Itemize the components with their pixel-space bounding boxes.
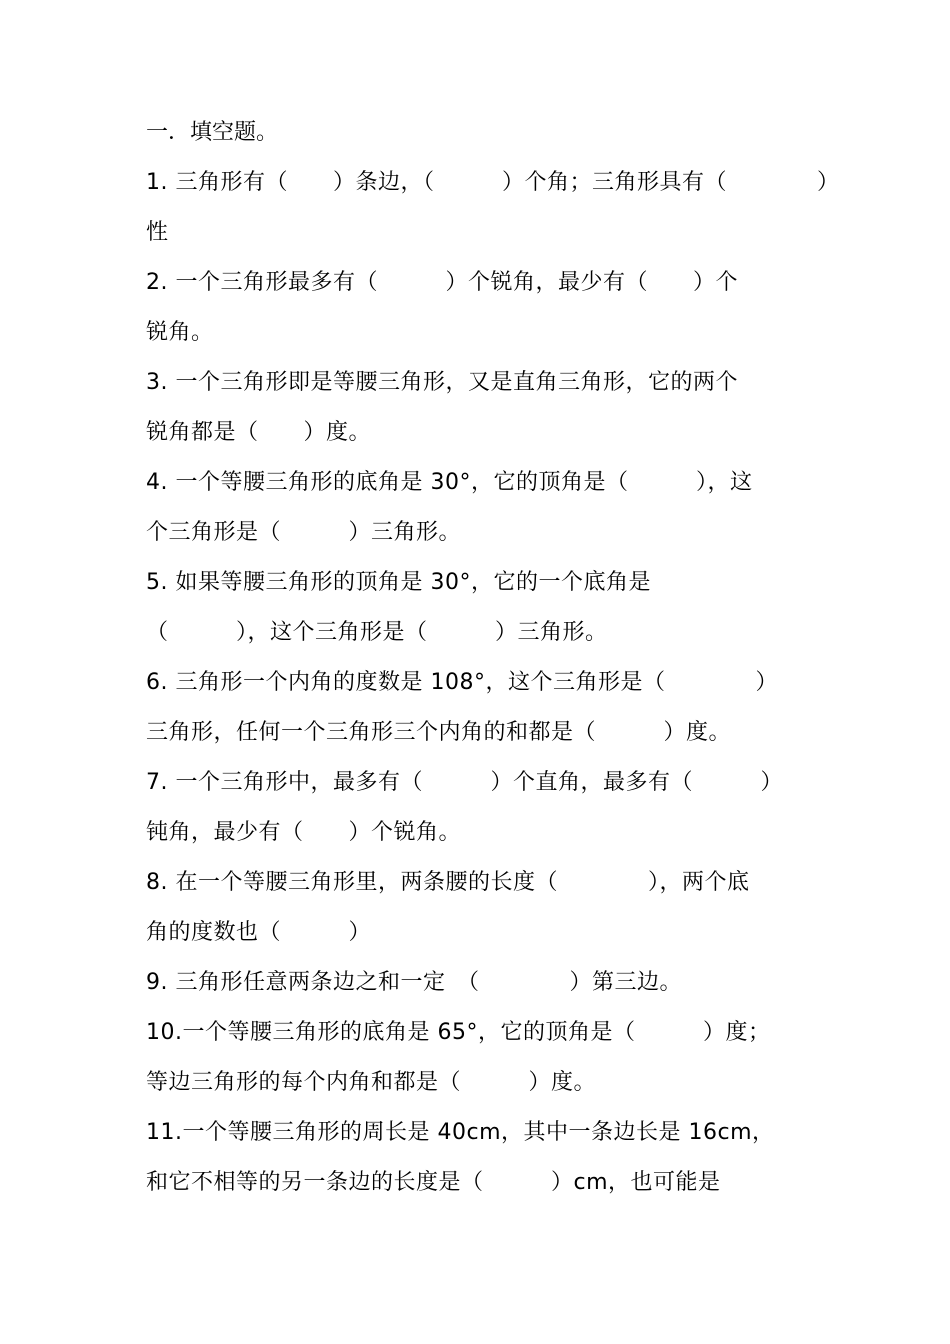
question-line: （ ），这个三角形是（ ）三角形。 xyxy=(146,620,608,645)
question-line: 3. 一个三角形即是等腰三角形，又是直角三角形，它的两个 xyxy=(146,370,738,395)
question-line: 1. 三角形有（ ）条边，（ ）个角；三角形具有（ ） xyxy=(146,170,840,195)
question-11 xyxy=(146,1108,808,1208)
question-line: 2. 一个三角形最多有（ ）个锐角，最少有（ ）个 xyxy=(146,270,738,295)
question-line: 角的度数也（ ） xyxy=(146,920,372,945)
question-line: 11.一个等腰三角形的周长是 40cm，其中一条边长是 16cm， xyxy=(146,1120,775,1145)
question-line: 三角形，任何一个三角形三个内角的和都是（ ）度。 xyxy=(146,720,732,745)
question-8 xyxy=(146,858,808,958)
worksheet-page xyxy=(146,108,840,1208)
question-3 xyxy=(146,358,808,458)
question-line: 10.一个等腰三角形的底角是 65°，它的顶角是（ ）度； xyxy=(146,1020,771,1045)
question-line: 锐角都是（ ）度。 xyxy=(146,420,372,445)
question-line: 6. 三角形一个内角的度数是 108°，这个三角形是（ ） xyxy=(146,670,778,695)
question-9 xyxy=(146,958,808,1008)
question-line: 钝角，最少有（ ）个锐角。 xyxy=(146,820,462,845)
question-5 xyxy=(146,558,808,658)
question-line: 7. 一个三角形中，最多有（ ）个直角，最多有（ ） xyxy=(146,770,783,795)
question-line: 和它不相等的另一条边的长度是（ ）cm，也可能是 xyxy=(146,1170,721,1195)
question-6 xyxy=(146,658,808,758)
question-line: 8. 在一个等腰三角形里，两条腰的长度（ ），两个底 xyxy=(146,870,750,895)
question-4 xyxy=(146,458,808,558)
question-line: 4. 一个等腰三角形的底角是 30°，它的顶角是（ ），这 xyxy=(146,470,753,495)
question-10 xyxy=(146,1008,808,1108)
question-line: 5. 如果等腰三角形的顶角是 30°，它的一个底角是 xyxy=(146,570,651,595)
section-title: 一．填空题。 xyxy=(146,120,279,145)
question-2 xyxy=(146,258,808,358)
question-7 xyxy=(146,758,808,858)
question-line: 性 xyxy=(146,220,169,245)
question-line: 锐角。 xyxy=(146,320,214,345)
question-line: 等边三角形的每个内角和都是（ ）度。 xyxy=(146,1070,597,1095)
question-line: 9. 三角形任意两条边之和一定 （ ）第三边。 xyxy=(146,970,682,995)
question-1 xyxy=(146,158,840,258)
question-line: 个三角形是（ ）三角形。 xyxy=(146,520,462,545)
